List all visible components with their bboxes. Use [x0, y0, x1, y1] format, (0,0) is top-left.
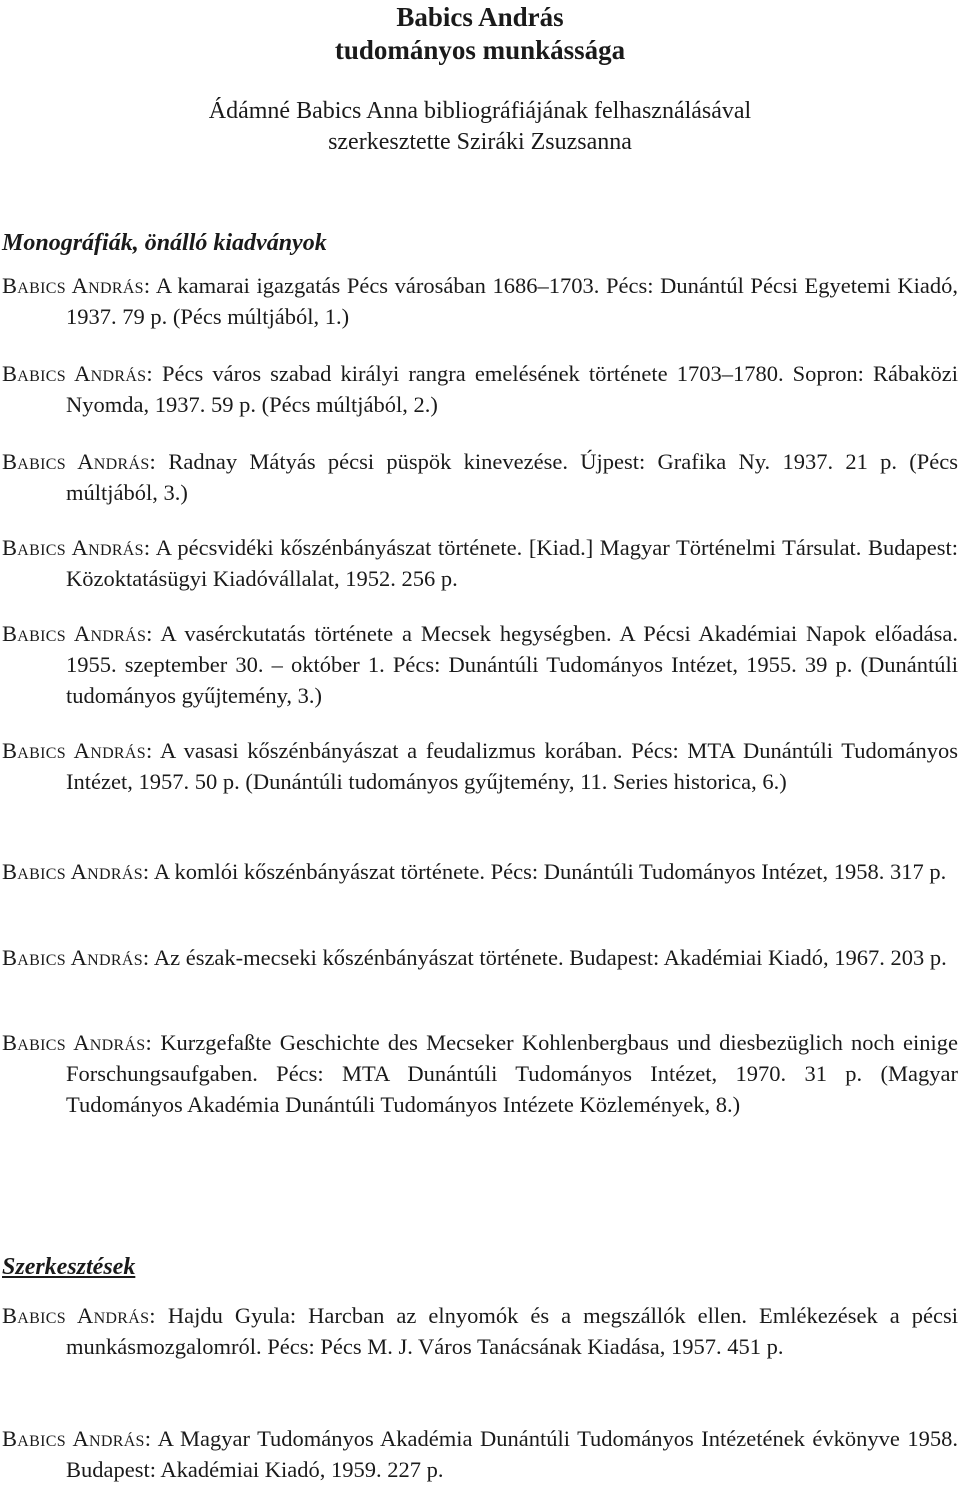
- entry-text: Radnay Mátyás pécsi püspök kinevezése. Újpest: Grafika Ny. 1937. 21 p. (Pécs múltjából, 3.): [66, 449, 959, 505]
- entry-text: Kurzgefaßte Geschichte des Mecseker Kohlenbergbaus und diesbezüglich noch einige Forschungsaufgaben. Pécs: MTA Dunántúli Tudományos Intézet, 1970. 31 p. (Magyar Tudományos Akadémia Dunántúli Tudományos Intézete Közlemények, 8.): [66, 1030, 958, 1117]
- entry-text: Az észak-mecseki kőszénbányászat története. Budapest: Akadémiai Kiadó, 1967. 203 p.: [153, 945, 947, 970]
- bibliography-entry: [2, 735, 958, 797]
- entry-text: A vasérckutatás története a Mecsek hegységben. A Pécsi Akadémiai Napok előadása. 1955. szeptember 30. – október 1. Pécs: Dunántúli Tudományos Intézet, 1955. 39 p. (Dunántúli tudományos gyűjtemény, 3.): [66, 621, 958, 708]
- entry-author: Babics András:: [2, 449, 157, 474]
- bibliography-entry: [2, 532, 958, 594]
- entry-author: Babics András:: [2, 945, 150, 970]
- entry-author: Babics András:: [2, 273, 151, 298]
- bibliography-entry: [2, 1027, 958, 1120]
- subtitle-line1: Ádámné Babics Anna bibliográfiájának felhasználásával: [208, 98, 752, 124]
- entry-author: Babics András:: [2, 535, 151, 560]
- entry-author: Babics András:: [2, 621, 153, 646]
- section-heading-editing: Szerkesztések: [2, 1254, 136, 1280]
- entry-text: Pécs város szabad királyi rangra emelésének története 1703–1780. Sopron: Rábaközi Nyomda, 1937. 59 p. (Pécs múltjából, 2.): [66, 361, 958, 417]
- document-title-line1: Babics András: [396, 2, 564, 32]
- bibliography-entry: [2, 942, 958, 973]
- entry-text: Hajdu Gyula: Harcban az elnyomók és a megszállók ellen. Emlékezések a pécsi munkásmozgalomról. Pécs: Pécs M. J. Város Tanácsának Kiadása, 1957. 451 p.: [66, 1303, 959, 1359]
- entry-author: Babics András:: [2, 1426, 152, 1451]
- bibliography-entry: [2, 618, 958, 711]
- entry-text: A kamarai igazgatás Pécs városában 1686–1703. Pécs: Dunántúl Pécsi Egyetemi Kiadó, 1937. 79 p. (Pécs múltjából, 1.): [66, 273, 958, 329]
- section-heading-monographs: Monográfiák, önálló kiadványok: [2, 230, 327, 256]
- entry-text: A pécsvidéki kőszénbányászat története. [Kiad.] Magyar Történelmi Társulat. Budapest: Közoktatásügyi Kiadóvállalat, 1952. 256 p.: [66, 535, 959, 591]
- entry-author: Babics András:: [2, 361, 153, 386]
- bibliography-entry: [2, 1300, 958, 1362]
- bibliography-entry: [2, 446, 958, 508]
- entry-text: A Magyar Tudományos Akadémia Dunántúli Tudományos Intézetének évkönyve 1958. Budapest: Akadémiai Kiadó, 1959. 227 p.: [66, 1426, 958, 1482]
- entry-text: A vasasi kőszénbányászat a feudalizmus korában. Pécs: MTA Dunántúli Tudományos Intézet, 1957. 50 p. (Dunántúli tudományos gyűjtemény, 11. Series historica, 6.): [66, 738, 958, 794]
- entry-text: A komlói kőszénbányászat története. Pécs: Dunántúli Tudományos Intézet, 1958. 317 p.: [153, 859, 947, 884]
- entry-author: Babics András:: [2, 859, 150, 884]
- entry-author: Babics András:: [2, 1303, 156, 1328]
- subtitle-line2: szerkesztette Sziráki Zsuzsanna: [328, 129, 632, 155]
- document-title-line2: tudományos munkássága: [334, 35, 626, 65]
- bibliography-entry: [2, 358, 958, 420]
- entry-author: Babics András:: [2, 738, 153, 763]
- bibliography-entry: [2, 1423, 958, 1485]
- bibliography-entry: [2, 270, 958, 332]
- bibliography-entry: [2, 856, 958, 887]
- entry-author: Babics András:: [2, 1030, 153, 1055]
